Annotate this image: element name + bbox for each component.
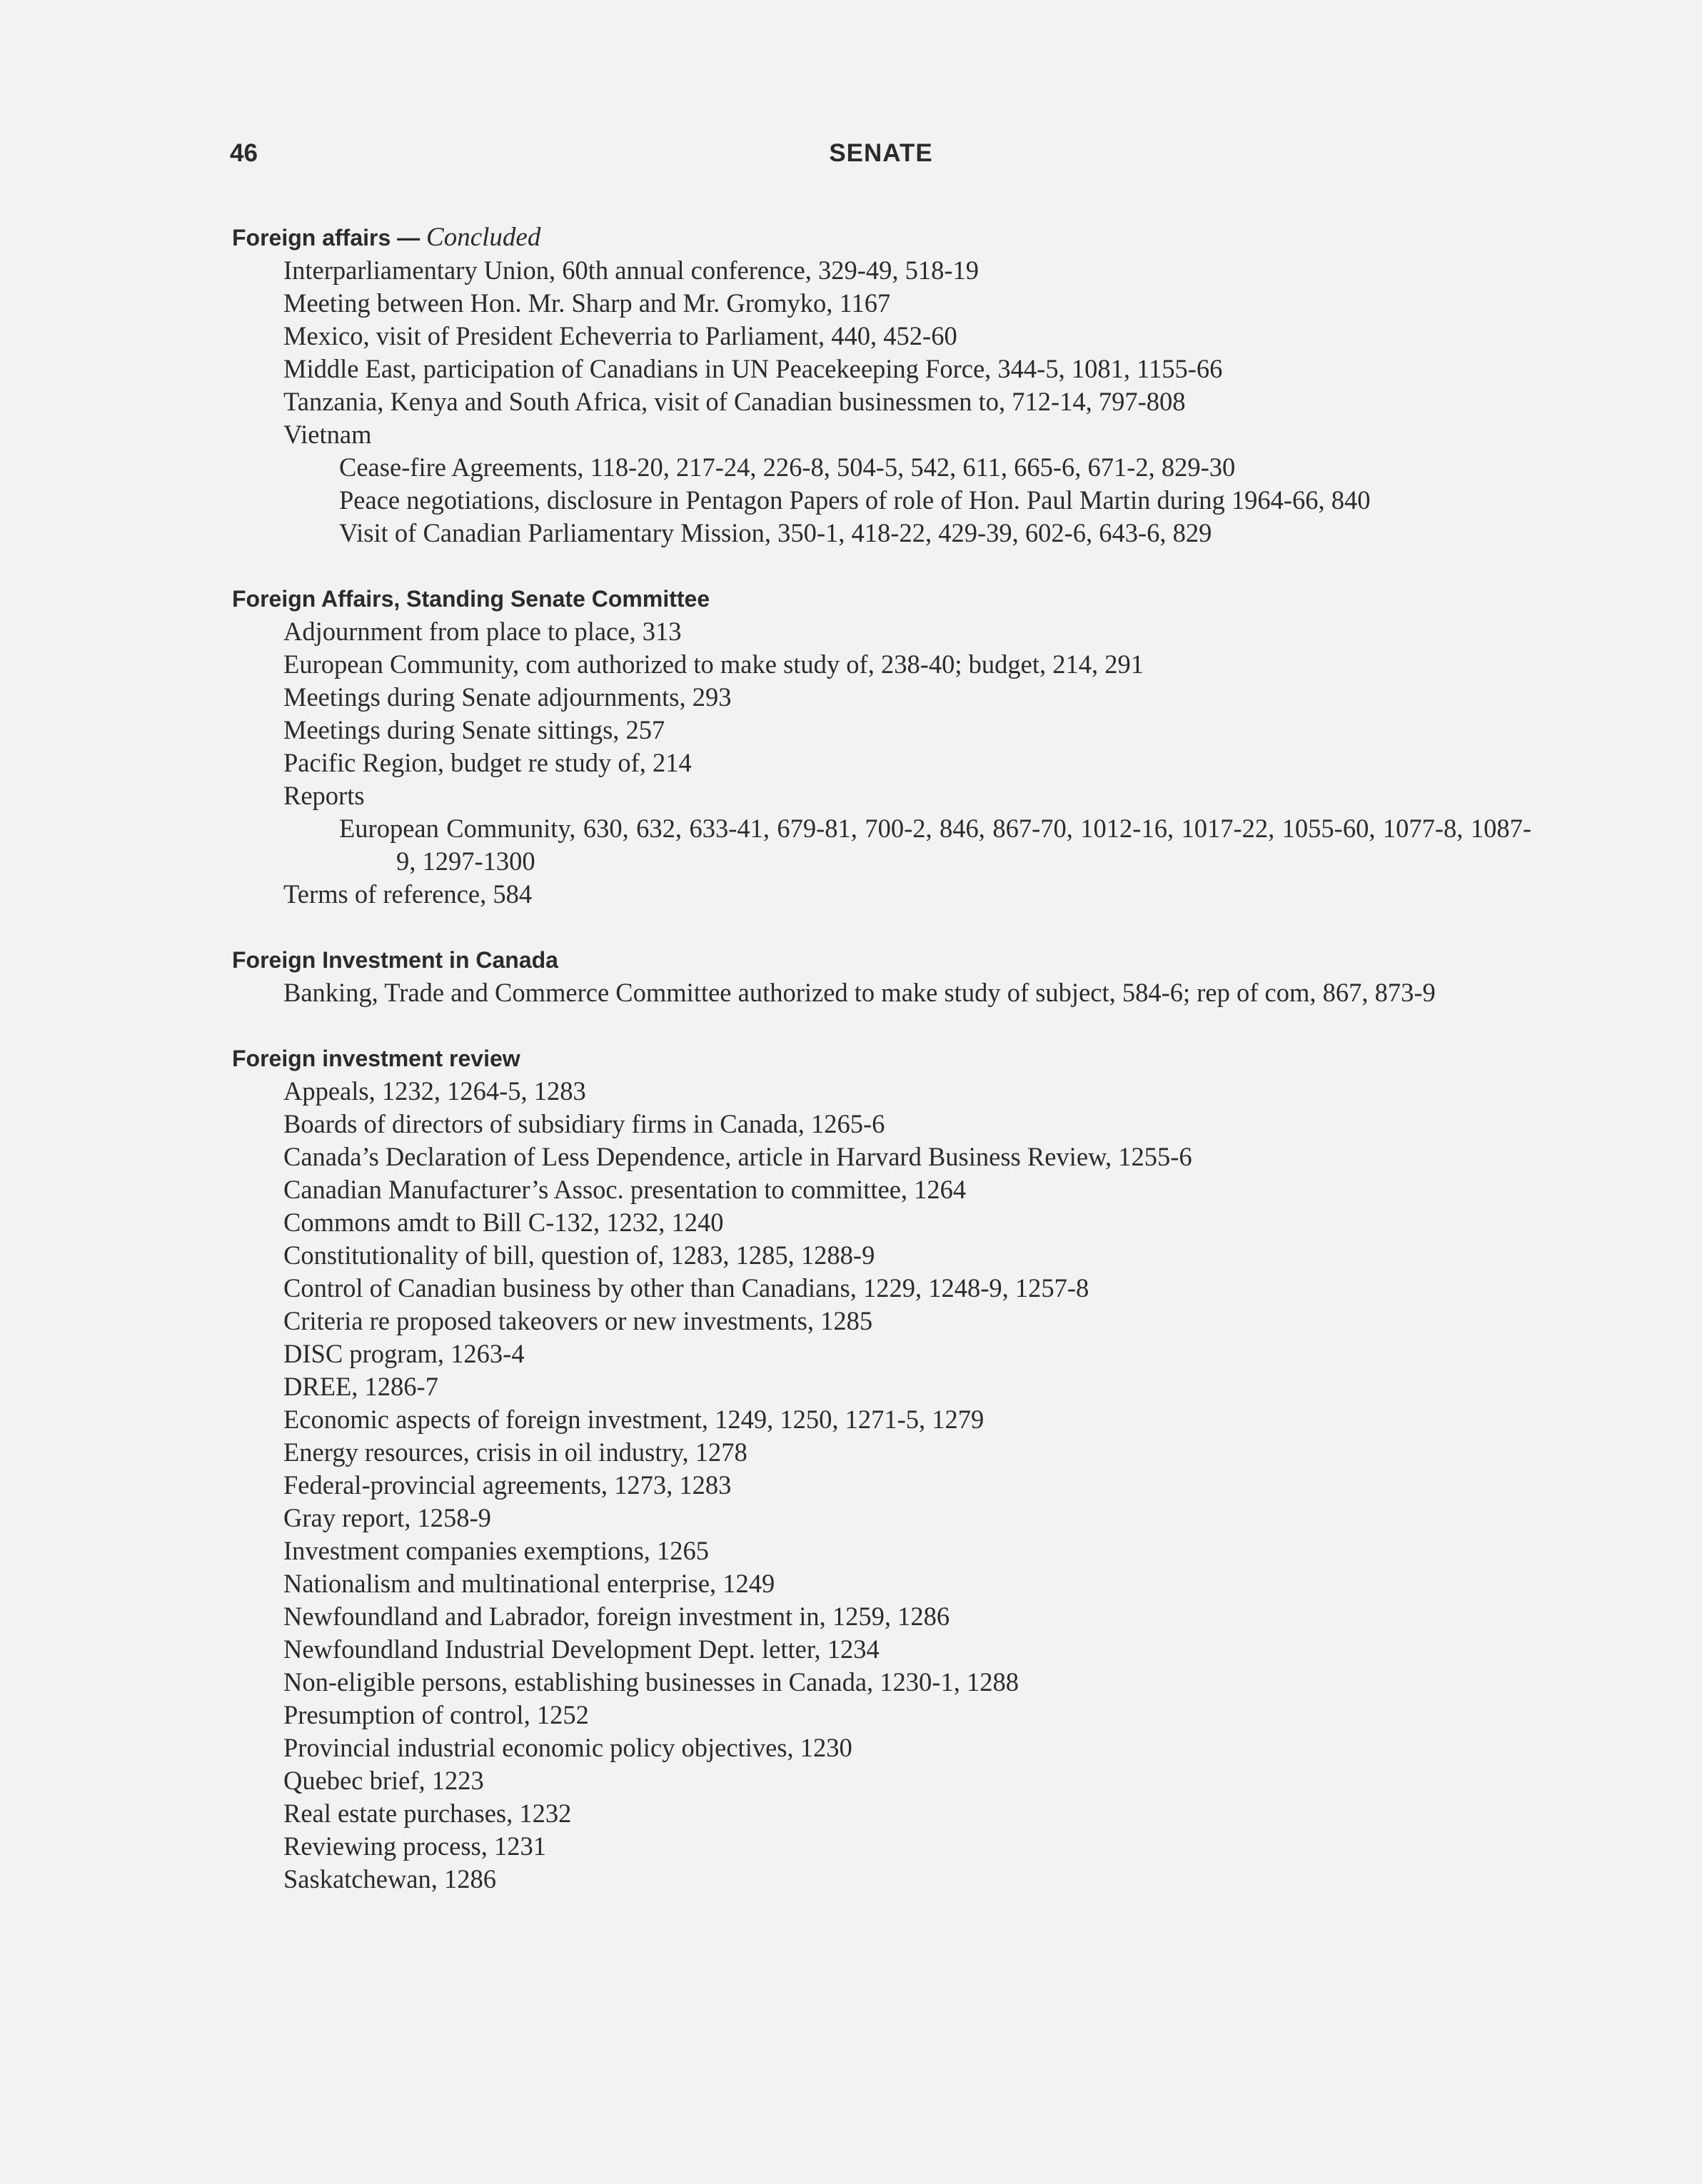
index-entry: Pacific Region, budget re study of, 214 <box>283 748 692 777</box>
page-header <box>0 139 1702 175</box>
index-entry: Criteria re proposed takeovers or new investments, 1285 <box>283 1306 873 1335</box>
index-entry: Meetings during Senate adjournments, 293 <box>283 682 732 712</box>
index-subentry: Visit of Canadian Parliamentary Mission, 350-1, 418-22, 429-39, 602-6, 643-6, 829 <box>339 518 1212 547</box>
index-entry: Newfoundland and Labrador, foreign investment in, 1259, 1286 <box>283 1602 950 1631</box>
section-heading-text: Foreign Investment in Canada <box>232 947 558 973</box>
running-title: SENATE <box>829 139 933 167</box>
index-entry: Meetings during Senate sittings, 257 <box>283 715 665 744</box>
index-entry: Interparliamentary Union, 60th annual conference, 329-49, 518-19 <box>283 256 980 285</box>
index-subentry: Cease-fire Agreements, 118-20, 217-24, 226-8, 504-5, 542, 611, 665-6, 671-2, 829-30 <box>339 453 1236 482</box>
index-entry: Banking, Trade and Commerce Committee authorized to make study of subject, 584-6; rep of com, 867, 873-9 <box>283 978 1436 1007</box>
section-heading <box>232 1042 1531 1075</box>
index-entry: Tanzania, Kenya and South Africa, visit of Canadian businessmen to, 712-14, 797-808 <box>283 387 1186 416</box>
section-heading-text: Foreign affairs <box>232 225 391 251</box>
index-entry: Non-eligible persons, establishing businesses in Canada, 1230-1, 1288 <box>283 1667 1019 1697</box>
index-entry: Canadian Manufacturer’s Assoc. presentation to committee, 1264 <box>283 1175 967 1204</box>
index-section <box>232 221 1531 550</box>
index-entry: Real estate purchases, 1232 <box>283 1799 572 1828</box>
index-entry: Canada’s Declaration of Less Dependence, article in Harvard Business Review, 1255-6 <box>283 1142 1192 1171</box>
section-heading <box>232 582 1531 615</box>
index-entry: Federal-provincial agreements, 1273, 1283 <box>283 1470 732 1500</box>
section-heading-text: Foreign Affairs, Standing Senate Committee <box>232 586 710 612</box>
index-subentry: European Community, 630, 632, 633-41, 679-81, 700-2, 846, 867-70, 1012-16, 1017-22, 1055-60, 1077-8, 1087-9, 1297-1300 <box>339 814 1531 876</box>
section-heading <box>232 221 1531 254</box>
index-entry: European Community, com authorized to make study of, 238-40; budget, 214, 291 <box>283 649 1144 679</box>
index-entry: Reports <box>283 781 365 810</box>
index-section <box>232 944 1531 1009</box>
index-section <box>232 1042 1531 1896</box>
index-entry: Newfoundland Industrial Development Dept. letter, 1234 <box>283 1634 880 1664</box>
index-body <box>232 221 1531 1928</box>
index-entry: DREE, 1286-7 <box>283 1372 438 1401</box>
index-entry: Quebec brief, 1223 <box>283 1766 484 1795</box>
index-entry: Gray report, 1258-9 <box>283 1503 491 1532</box>
index-entry: Meeting between Hon. Mr. Sharp and Mr. Gromyko, 1167 <box>283 288 891 318</box>
index-entry: Vietnam <box>283 420 372 449</box>
page-number: 46 <box>230 139 258 167</box>
index-entry: DISC program, 1263-4 <box>283 1339 525 1368</box>
index-entry: Adjournment from place to place, 313 <box>283 617 682 646</box>
index-section <box>232 582 1531 911</box>
index-entry: Energy resources, crisis in oil industry, 1278 <box>283 1437 747 1467</box>
index-entry: Saskatchewan, 1286 <box>283 1864 497 1894</box>
index-entry: Appeals, 1232, 1264-5, 1283 <box>283 1076 586 1106</box>
section-heading <box>232 944 1531 976</box>
index-entry: Reviewing process, 1231 <box>283 1831 546 1861</box>
section-heading-text: Foreign investment review <box>232 1046 520 1071</box>
index-entry: Middle East, participation of Canadians in UN Peacekeeping Force, 344-5, 1081, 1155-66 <box>283 354 1223 383</box>
index-entry: Boards of directors of subsidiary firms in Canada, 1265-6 <box>283 1109 885 1138</box>
index-entry: Provincial industrial economic policy objectives, 1230 <box>283 1733 852 1762</box>
index-entry: Presumption of control, 1252 <box>283 1700 589 1729</box>
index-entry: Nationalism and multinational enterprise, 1249 <box>283 1569 775 1598</box>
index-entry: Mexico, visit of President Echeverria to Parliament, 440, 452-60 <box>283 321 957 350</box>
index-entry: Commons amdt to Bill C-132, 1232, 1240 <box>283 1208 724 1237</box>
index-subentry: Peace negotiations, disclosure in Pentagon Papers of role of Hon. Paul Martin during 1964-66, 840 <box>339 485 1371 515</box>
index-entry: Economic aspects of foreign investment, 1249, 1250, 1271-5, 1279 <box>283 1405 985 1434</box>
heading-continued-label: Concluded <box>426 223 541 252</box>
index-entry: Terms of reference, 584 <box>283 879 533 909</box>
index-entry: Constitutionality of bill, question of, 1283, 1285, 1288-9 <box>283 1240 875 1270</box>
index-entry: Investment companies exemptions, 1265 <box>283 1536 710 1565</box>
index-entry: Control of Canadian business by other than Canadians, 1229, 1248-9, 1257-8 <box>283 1273 1089 1303</box>
heading-separator: — <box>391 225 427 251</box>
